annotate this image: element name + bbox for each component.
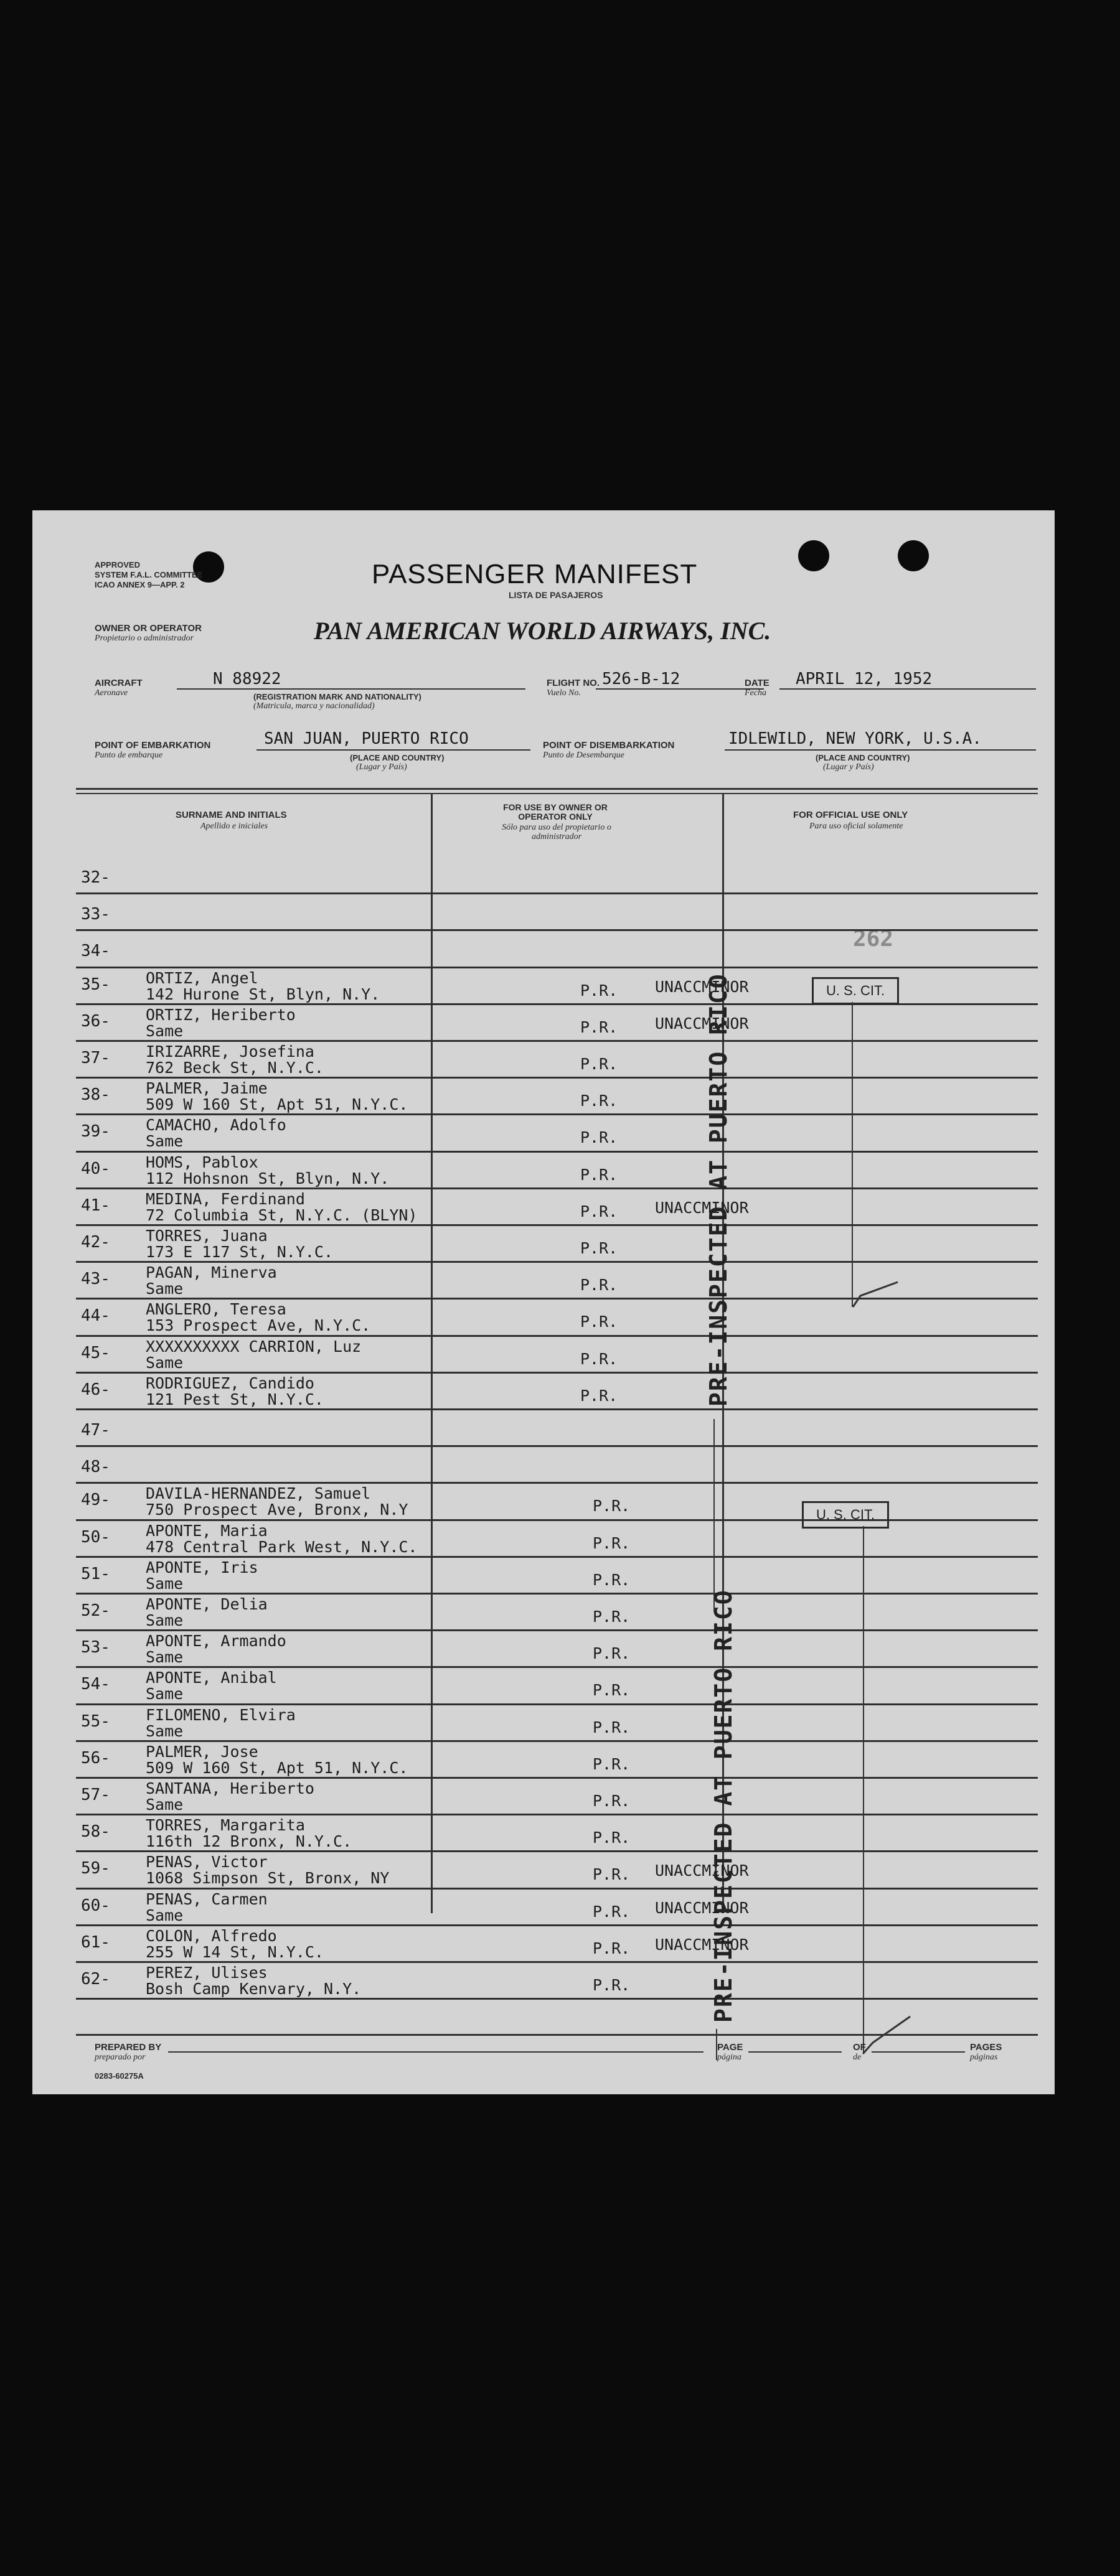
operator-code: P.R.	[593, 1754, 631, 1773]
row-number: 52-	[81, 1601, 110, 1620]
passenger-address: Same	[146, 1611, 184, 1629]
passenger-address: 142 Hurone St, Blyn, N.Y.	[146, 985, 380, 1003]
disembarkation-note: (PLACE AND COUNTRY)	[816, 753, 910, 762]
embarkation-note: (PLACE AND COUNTRY)	[350, 753, 445, 762]
row-number: 47-	[81, 1421, 110, 1440]
check-mark-1	[853, 1282, 898, 1307]
disembarkation-label: POINT OF DISEMBARKATION	[543, 740, 675, 751]
operator-code: P.R.	[580, 1128, 618, 1147]
of-label: OF	[853, 2042, 866, 2053]
passenger-name: ANGLERO, Teresa	[146, 1300, 286, 1319]
row-number: 40-	[81, 1159, 110, 1178]
operator-code: P.R.	[593, 1976, 631, 1994]
operator-code: P.R.	[593, 1792, 631, 1810]
passenger-address: 173 E 117 St, N.Y.C.	[146, 1243, 334, 1261]
passenger-name: PENAS, Victor	[146, 1853, 268, 1871]
registration-note-es: (Matricula, marca y nacionalidad)	[253, 701, 375, 711]
operator-code: P.R.	[580, 1018, 618, 1036]
passenger-address: 72 Columbia St, N.Y.C. (BLYN)	[146, 1206, 418, 1224]
operator-code: P.R.	[593, 1865, 631, 1884]
flight-label-es: Vuelo No.	[547, 688, 581, 698]
of-label-es: de	[853, 2053, 862, 2062]
row-number: 48-	[81, 1458, 110, 1477]
passenger-name: APONTE, Delia	[146, 1595, 268, 1613]
form-number: 0283-60275A	[95, 2071, 144, 2081]
passenger-address: Same	[146, 1721, 184, 1740]
passenger-name: SANTANA, Heriberto	[146, 1779, 314, 1797]
page-label: PAGE	[717, 2042, 743, 2053]
date-label-es: Fecha	[745, 688, 766, 698]
col-header-official-use: FOR OFFICIAL USE ONLY	[793, 810, 908, 820]
row-number: 42-	[81, 1233, 110, 1252]
registration-note: (REGISTRATION MARK AND NATIONALITY)	[253, 692, 421, 701]
operator-note: UNACCMINOR	[655, 1862, 749, 1880]
col-header-owner-use-es: Sólo para uso del propietario o administrador	[502, 823, 611, 841]
row-number: 61-	[81, 1932, 110, 1952]
passenger-name: PALMER, Jose	[146, 1742, 258, 1761]
operator-code: P.R.	[580, 1165, 618, 1184]
passenger-name: COLON, Alfredo	[146, 1926, 277, 1945]
passenger-address: 478 Central Park West, N.Y.C.	[146, 1537, 418, 1556]
pages-label: PAGES	[970, 2042, 1002, 2053]
passenger-name: HOMS, Pablox	[146, 1153, 258, 1171]
passenger-name: APONTE, Armando	[146, 1632, 286, 1651]
row-number: 50-	[81, 1527, 110, 1547]
passenger-name: MEDINA, Ferdinand	[146, 1189, 305, 1208]
row-number: 59-	[81, 1859, 110, 1878]
embarkation-label: POINT OF EMBARKATION	[95, 740, 211, 751]
passenger-address: Same	[146, 1574, 184, 1593]
row-number: 46-	[81, 1380, 110, 1399]
passenger-address: Same	[146, 1906, 184, 1924]
document-title: PASSENGER MANIFEST	[372, 559, 698, 589]
passenger-address: 112 Hohsnon St, Blyn, N.Y.	[146, 1169, 390, 1187]
prepared-by-label: PREPARED BY	[95, 2042, 162, 2053]
prepared-by-underline	[168, 2051, 704, 2053]
passenger-address: 1068 Simpson St, Bronx, NY	[146, 1869, 390, 1888]
operator-code: P.R.	[593, 1570, 631, 1589]
passenger-address: Same	[146, 1280, 184, 1298]
row-number: 53-	[81, 1638, 110, 1657]
operator-note: UNACCMINOR	[655, 1898, 749, 1917]
preinspected-stamp-2: PRE-INSPECTED AT PUERTO RICO	[710, 1589, 737, 2023]
operator-code: P.R.	[580, 1276, 618, 1295]
operator-code: P.R.	[593, 1497, 631, 1515]
row-number: 45-	[81, 1343, 110, 1362]
operator-code: P.R.	[580, 1202, 618, 1220]
passenger-address: Same	[146, 1132, 184, 1151]
row-number: 36-	[81, 1011, 110, 1031]
passenger-address: Same	[146, 1685, 184, 1703]
preinspected-stamp-1: PRE-INSPECTED AT PUERTO RICO	[705, 973, 732, 1407]
operator-code: P.R.	[593, 1829, 631, 1847]
check-marks	[32, 510, 1055, 2094]
disembarkation-value: IDLEWILD, NEW YORK, U.S.A.	[728, 729, 982, 748]
passenger-name: ORTIZ, Angel	[146, 968, 258, 987]
prepared-by-label-es: preparado por	[95, 2053, 146, 2062]
operator-note: UNACCMINOR	[655, 1014, 749, 1033]
passenger-name: PEREZ, Ulises	[146, 1964, 268, 1982]
row-number: 56-	[81, 1748, 110, 1768]
passenger-address: 255 W 14 St, N.Y.C.	[146, 1942, 324, 1961]
row-number: 57-	[81, 1786, 110, 1804]
manifest-sheet	[32, 510, 1055, 2094]
owner-label-es: Propietario o administrador	[95, 634, 194, 643]
operator-code: P.R.	[580, 1239, 618, 1257]
passenger-address: Same	[146, 1021, 184, 1040]
row-number: 38-	[81, 1085, 110, 1105]
operator-code: P.R.	[593, 1534, 631, 1552]
row-number: 33-	[81, 905, 110, 924]
us-citizen-stamp-1: U. S. CIT.	[812, 977, 899, 1005]
passenger-name: DAVILA-HERNANDEZ, Samuel	[146, 1484, 371, 1503]
approval-line-2: SYSTEM F.A.L. COMMITTEE	[95, 570, 203, 579]
row-number: 35-	[81, 975, 110, 994]
passenger-name: TORRES, Margarita	[146, 1816, 305, 1835]
operator-note: UNACCMINOR	[655, 1198, 749, 1217]
row-number: 62-	[81, 1970, 110, 1988]
operator-code: P.R.	[580, 1349, 618, 1368]
passenger-address: 750 Prospect Ave, Bronx, N.Y	[146, 1501, 408, 1519]
row-number: 39-	[81, 1122, 110, 1141]
date-value: APRIL 12, 1952	[796, 670, 933, 688]
row-number: 41-	[81, 1196, 110, 1215]
passenger-address: 121 Pest St, N.Y.C.	[146, 1390, 324, 1408]
operator-code: P.R.	[593, 1718, 631, 1736]
document-subtitle: LISTA DE PASAJEROS	[509, 590, 603, 600]
row-number: 32-	[81, 868, 110, 887]
operator-code: P.R.	[580, 981, 618, 1000]
passenger-address: Same	[146, 1353, 184, 1372]
row-number: 54-	[81, 1675, 110, 1694]
passenger-address: Same	[146, 1648, 184, 1667]
passenger-address: Bosh Camp Kenvary, N.Y.	[146, 1980, 362, 1998]
passenger-address: 762 Beck St, N.Y.C.	[146, 1059, 324, 1077]
aircraft-label: AIRCRAFT	[95, 678, 143, 688]
operator-code: P.R.	[580, 1092, 618, 1110]
operator-code: P.R.	[593, 1608, 631, 1626]
pages-label-es: páginas	[970, 2053, 998, 2062]
aircraft-label-es: Aeronave	[95, 688, 128, 698]
date-label: DATE	[745, 678, 769, 688]
passenger-address: 116th 12 Bronx, N.Y.C.	[146, 1832, 352, 1851]
page-label-es: página	[717, 2053, 741, 2062]
passenger-address: Same	[146, 1796, 184, 1814]
operator-note: UNACCMINOR	[655, 977, 749, 996]
embarkation-value: SAN JUAN, PUERTO RICO	[264, 729, 469, 748]
passenger-name: FILOMENO, Elvira	[146, 1705, 296, 1724]
embarkation-note-es: (Lugar y País)	[356, 762, 407, 772]
footer-rule	[76, 2034, 1038, 2036]
passenger-name: PENAS, Carmen	[146, 1890, 268, 1908]
flight-value: 526-B-12	[602, 670, 680, 688]
passenger-name: XXXXXXXXXX CARRION, Luz	[146, 1337, 362, 1356]
page-underline	[748, 2051, 842, 2053]
passenger-name: TORRES, Juana	[146, 1227, 268, 1245]
row-number: 43-	[81, 1270, 110, 1289]
aircraft-value: N 88922	[213, 670, 281, 688]
operator-name: PAN AMERICAN WORLD AIRWAYS, INC.	[314, 617, 771, 645]
row-number: 51-	[81, 1564, 110, 1583]
operator-code: P.R.	[593, 1644, 631, 1663]
operator-code: P.R.	[580, 1386, 618, 1405]
passenger-name: APONTE, Anibal	[146, 1669, 277, 1687]
passenger-name: APONTE, Maria	[146, 1521, 268, 1540]
passenger-name: IRIZARRE, Josefina	[146, 1042, 314, 1061]
row-number: 49-	[81, 1491, 110, 1510]
col-header-owner-use: FOR USE BY OWNER OR OPERATOR ONLY	[503, 802, 608, 822]
disembarkation-note-es: (Lugar y País)	[823, 762, 874, 772]
passenger-name: RODRIGUEZ, Candido	[146, 1374, 314, 1392]
col-header-surname: SURNAME AND INITIALS	[176, 810, 287, 820]
passenger-name: ORTIZ, Heriberto	[146, 1005, 296, 1024]
operator-code: P.R.	[593, 1939, 631, 1957]
operator-code: P.R.	[593, 1681, 631, 1700]
operator-code: P.R.	[593, 1902, 631, 1921]
row-number: 34-	[81, 942, 110, 961]
page-mark: 262	[853, 926, 894, 952]
passenger-name: APONTE, Iris	[146, 1558, 258, 1576]
row-number: 60-	[81, 1896, 110, 1915]
row-number: 55-	[81, 1712, 110, 1731]
us-citizen-stamp-2: U. S. CIT.	[802, 1501, 889, 1529]
passenger-name: CAMACHO, Adolfo	[146, 1116, 286, 1135]
operator-code: P.R.	[580, 1313, 618, 1331]
row-number: 58-	[81, 1822, 110, 1842]
passenger-name: PAGAN, Minerva	[146, 1263, 277, 1282]
flight-label: FLIGHT NO.	[547, 678, 600, 688]
operator-note: UNACCMINOR	[655, 1935, 749, 1954]
row-number: 44-	[81, 1306, 110, 1326]
passenger-address: 153 Prospect Ave, N.Y.C.	[146, 1316, 371, 1335]
owner-label: OWNER OR OPERATOR	[95, 623, 202, 634]
col-header-official-use-es: Para uso oficial solamente	[809, 822, 903, 831]
row-number: 37-	[81, 1049, 110, 1067]
operator-code: P.R.	[580, 1055, 618, 1073]
passenger-address: 509 W 160 St, Apt 51, N.Y.C.	[146, 1758, 408, 1777]
col-header-surname-es: Apellido e iniciales	[200, 822, 268, 831]
approval-line-1: APPROVED	[95, 560, 140, 569]
disembarkation-label-es: Punto de Desembarque	[543, 751, 624, 760]
of-underline	[872, 2051, 965, 2053]
embarkation-label-es: Punto de embarque	[95, 751, 163, 760]
passenger-name: PALMER, Jaime	[146, 1079, 268, 1098]
approval-line-3: ICAO ANNEX 9—APP. 2	[95, 580, 185, 589]
passenger-address: 509 W 160 St, Apt 51, N.Y.C.	[146, 1095, 408, 1114]
